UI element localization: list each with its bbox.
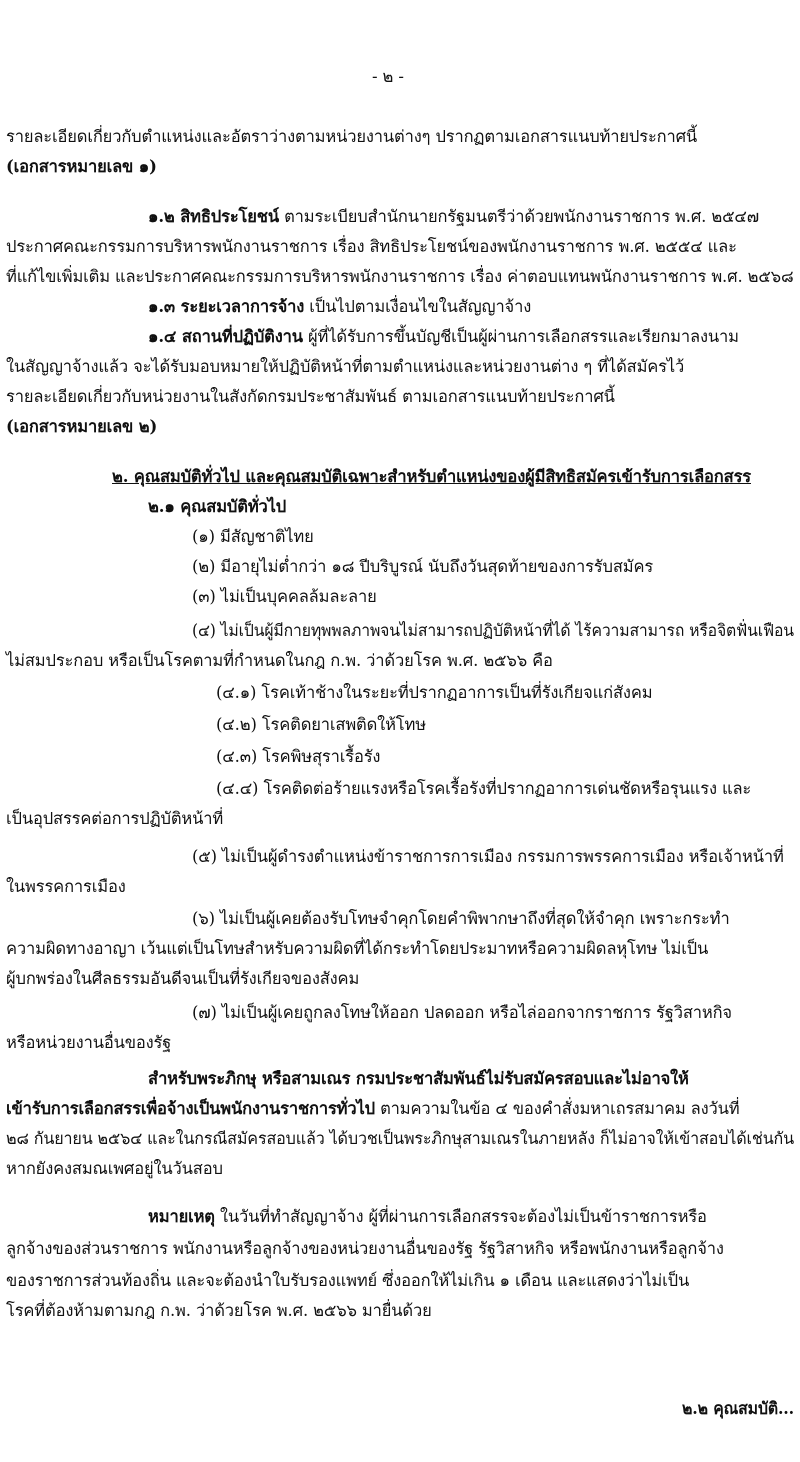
section-heading: ๑.๔ สถานที่ปฏิบัติงาน — [148, 327, 303, 346]
page-continuation: ๒.๒ คุณสมบัติ... — [682, 1399, 795, 1418]
section-1-4 — [148, 326, 739, 348]
paragraph-line: หากยังคงสมณเพศอยู่ในวันสอบ — [6, 1159, 223, 1178]
paragraph-line: รายละเอียดเกี่ยวกับหน่วยงานในสังกัดกรมประชาสัมพันธ์ ตามเอกสารแนบท้ายประกาศนี้ — [6, 387, 615, 406]
list-item: (๖) ไม่เป็นผู้เคยต้องรับโทษจำคุกโดยคำพิพากษาถึงที่สุดให้จำคุก เพราะกระทำ — [192, 909, 730, 928]
paragraph-line: รายละเอียดเกี่ยวกับตำแหน่งและอัตราว่างตามหน่วยงานต่างๆ ปรากฏตามเอกสารแนบท้ายประกาศนี้ — [6, 127, 698, 146]
section-heading: ๑.๒ สิทธิประโยชน์ — [148, 207, 279, 226]
section-text: ตามระเบียบสำนักนายกรัฐมนตรีว่าด้วยพนักงานราชการ พ.ศ. ๒๕๔๗ — [278, 207, 760, 226]
monk-clause-line — [6, 1098, 740, 1120]
section-text: เป็นไปตามเงื่อนไขในสัญญาจ้าง — [304, 297, 532, 316]
document-reference: (เอกสารหมายเลข ๒) — [6, 417, 158, 436]
paragraph-line: ที่แก้ไขเพิ่มเติม และประกาศคณะกรรมการบริหารพนักงานราชการ เรื่อง ค่าตอบแทนพนักงานราชการ พ.ศ. ๒๕๖๘ — [6, 267, 794, 286]
section-2-1-heading: ๒.๑ คุณสมบัติทั่วไป — [148, 497, 287, 516]
section-2-heading: ๒. คุณสมบัติทั่วไป และคุณสมบัติเฉพาะสำหรับตำแหน่งของผู้มีสิทธิสมัครเข้ารับการเลือกสรร — [112, 467, 751, 486]
section-1-2 — [148, 206, 759, 228]
sub-list-item: (๔.๔) โรคติดต่อร้ายแรงหรือโรคเรื้อรังที่ปรากฏอาการเด่นชัดหรือรุนแรง และ — [216, 779, 752, 798]
list-item: (๔) ไม่เป็นผู้มีกายทุพพลภาพจนไม่สามารถปฏิบัติหน้าที่ได้ ไร้ความสามารถ หรือจิตฟั่นเฟือน — [192, 621, 794, 640]
paragraph-line: ๒๘ กันยายน ๒๕๖๔ และในกรณีสมัครสอบแล้ว ได้บวชเป็นพระภิกษุสามเณรในภายหลัง ก็ไม่อาจให้เข้าสอบได้เช่นกัน — [6, 1129, 795, 1148]
list-item: (๗) ไม่เป็นผู้เคยถูกลงโทษให้ออก ปลดออก หรือไล่ออกจากราชการ รัฐวิสาหกิจ — [192, 1003, 732, 1022]
paragraph-line: ผู้บกพร่องในศีลธรรมอันดีจนเป็นที่รังเกียจของสังคม — [6, 969, 360, 988]
monk-clause-bold: เข้ารับการเลือกสรรเพื่อจ้างเป็นพนักงานราชการทั่วไป — [6, 1099, 375, 1118]
section-heading: ๑.๓ ระยะเวลาการจ้าง — [148, 297, 305, 316]
paragraph-line: เป็นอุปสรรคต่อการปฏิบัติหน้าที่ — [6, 809, 224, 828]
list-item: (๓) ไม่เป็นบุคคลล้มละลาย — [192, 587, 377, 606]
sub-list-item: (๔.๒) โรคติดยาเสพติดให้โทษ — [216, 715, 426, 734]
paragraph-line: ในสัญญาจ้างแล้ว จะได้รับมอบหมายให้ปฏิบัติหน้าที่ตามตำแหน่งและหน่วยงานต่าง ๆ ที่ได้สมัครไว้ — [6, 357, 685, 376]
list-item: (๒) มีอายุไม่ต่ำกว่า ๑๘ ปีบริบูรณ์ นับถึงวันสุดท้ายของการรับสมัคร — [192, 557, 654, 576]
list-item: (๑) มีสัญชาติไทย — [192, 527, 314, 546]
paragraph-line: ของราชการส่วนท้องถิ่น และจะต้องนำใบรับรองแพทย์ ซึ่งออกให้ไม่เกิน ๑ เดือน และแสดงว่าไม่เป็น — [6, 1271, 690, 1290]
section-text: ผู้ที่ได้รับการขึ้นบัญชีเป็นผู้ผ่านการเลือกสรรและเรียกมาลงนาม — [302, 327, 739, 346]
sub-list-item: (๔.๑) โรคเท้าช้างในระยะที่ปรากฏอาการเป็นที่รังเกียจแก่สังคม — [216, 683, 653, 702]
paragraph-line: ไม่สมประกอบ หรือเป็นโรคตามที่กำหนดในกฎ ก.พ. ว่าด้วยโรค พ.ศ. ๒๕๖๖ คือ — [6, 651, 553, 670]
monk-clause-heading: สำหรับพระภิกษุ หรือสามเณร กรมประชาสัมพันธ์ไม่รับสมัครสอบและไม่อาจให้ — [148, 1069, 689, 1088]
paragraph-line: ในพรรคการเมือง — [6, 877, 126, 896]
paragraph-line: ความผิดทางอาญา เว้นแต่เป็นโทษสำหรับความผิดที่ได้กระทำโดยประมาทหรือความผิดลหุโทษ ไม่เป็น — [6, 939, 709, 958]
paragraph-line: ลูกจ้างของส่วนราชการ พนักงานหรือลูกจ้างของหน่วยงานอื่นของรัฐ รัฐวิสาหกิจ หรือพนักงานหรือลูกจ้าง — [6, 1239, 724, 1258]
remark-line — [148, 1206, 707, 1228]
sub-list-item: (๔.๓) โรคพิษสุราเรื้อรัง — [216, 747, 381, 766]
list-item: (๕) ไม่เป็นผู้ดำรงตำแหน่งข้าราชการการเมือง กรรมการพรรคการเมือง หรือเจ้าหน้าที่ — [192, 847, 784, 866]
remark-text: ในวันที่ทำสัญญาจ้าง ผู้ที่ผ่านการเลือกสรรจะต้องไม่เป็นข้าราชการหรือ — [214, 1207, 707, 1226]
section-1-3 — [148, 296, 531, 318]
paragraph-line: ประกาศคณะกรรมการบริหารพนักงานราชการ เรื่อง สิทธิประโยชน์ของพนักงานราชการ พ.ศ. ๒๕๕๔ และ — [6, 237, 737, 256]
page-number: - ๒ - — [372, 67, 404, 86]
paragraph-line: โรคที่ต้องห้ามตามกฎ ก.พ. ว่าด้วยโรค พ.ศ. ๒๕๖๖ มายื่นด้วย — [6, 1301, 432, 1320]
remark-label: หมายเหตุ — [148, 1207, 215, 1226]
paragraph-line: หรือหน่วยงานอื่นของรัฐ — [6, 1033, 172, 1052]
monk-clause-text: ตามความในข้อ ๔ ของคำสั่งมหาเถรสมาคม ลงวันที่ — [375, 1099, 740, 1118]
document-reference: (เอกสารหมายเลข ๑) — [6, 157, 157, 176]
